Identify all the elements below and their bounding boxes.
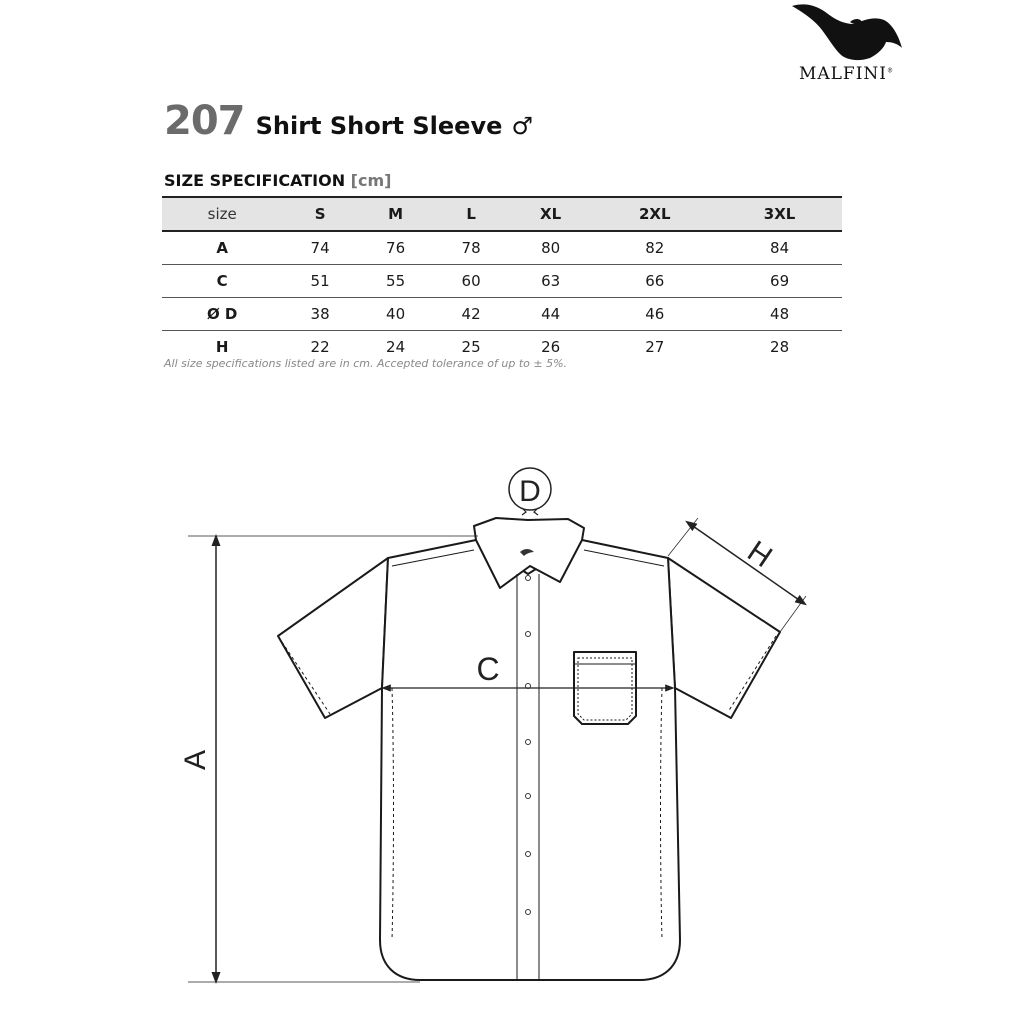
header-cell: 3XL xyxy=(717,197,842,231)
table-cell: 60 xyxy=(433,265,509,298)
table-cell: 26 xyxy=(541,338,561,356)
table-cell: 84 xyxy=(717,231,842,265)
table-cell: 24 xyxy=(386,338,406,356)
table-cell: 51 xyxy=(282,265,358,298)
product-name: Shirt Short Sleeve xyxy=(255,112,503,140)
measure-h-label: H xyxy=(741,534,778,575)
table-cell: 78 xyxy=(433,231,509,265)
row-label: Ø D xyxy=(162,298,282,331)
header-cell: 2XL xyxy=(592,197,717,231)
measure-a-label: A xyxy=(179,749,212,771)
brand-name: MALFINI® xyxy=(798,64,894,84)
table-cell: 44 xyxy=(509,298,593,331)
tolerance-note: All size specifications listed are in cm. Accepted tolerance of up to ± 5%. xyxy=(164,357,568,370)
measure-d-label: D xyxy=(519,475,541,508)
row-label: H xyxy=(215,338,229,356)
table-cell: 25 xyxy=(461,338,481,356)
shirt-button xyxy=(526,910,531,915)
measure-c-label: C xyxy=(476,651,500,687)
shirt-button xyxy=(526,794,531,799)
header-cell: XL xyxy=(509,197,593,231)
male-symbol-icon: ♂ xyxy=(511,112,533,140)
row-label: C xyxy=(162,265,282,298)
table-cell: 46 xyxy=(592,298,717,331)
header-cell: size xyxy=(162,197,282,231)
table-cell: 76 xyxy=(358,231,434,265)
table-cell: 48 xyxy=(717,298,842,331)
row-label: A xyxy=(162,231,282,265)
table-cell: 40 xyxy=(358,298,434,331)
header-cell: M xyxy=(358,197,434,231)
table-cell: 82 xyxy=(592,231,717,265)
left-sleeve xyxy=(278,558,388,718)
product-number: 207 xyxy=(164,98,245,144)
table-cell: 55 xyxy=(358,265,434,298)
table-cell: 42 xyxy=(433,298,509,331)
shirt-button xyxy=(526,852,531,857)
table-cell: 28 xyxy=(770,338,790,356)
table-cell: 74 xyxy=(282,231,358,265)
table-cell: 38 xyxy=(282,298,358,331)
table-cell: 66 xyxy=(592,265,717,298)
header-cell: L xyxy=(433,197,509,231)
table-cell: 80 xyxy=(509,231,593,265)
shirt-button xyxy=(526,576,531,581)
table-cell: 69 xyxy=(717,265,842,298)
header-cell: S xyxy=(282,197,358,231)
shirt-button xyxy=(526,740,531,745)
shirt-button xyxy=(526,632,531,637)
table-cell: 22 xyxy=(310,338,330,356)
right-sleeve xyxy=(668,558,780,718)
table-cell: 27 xyxy=(645,338,665,356)
spec-heading: SIZE SPECIFICATION [cm] xyxy=(164,171,392,190)
table-cell: 63 xyxy=(509,265,593,298)
